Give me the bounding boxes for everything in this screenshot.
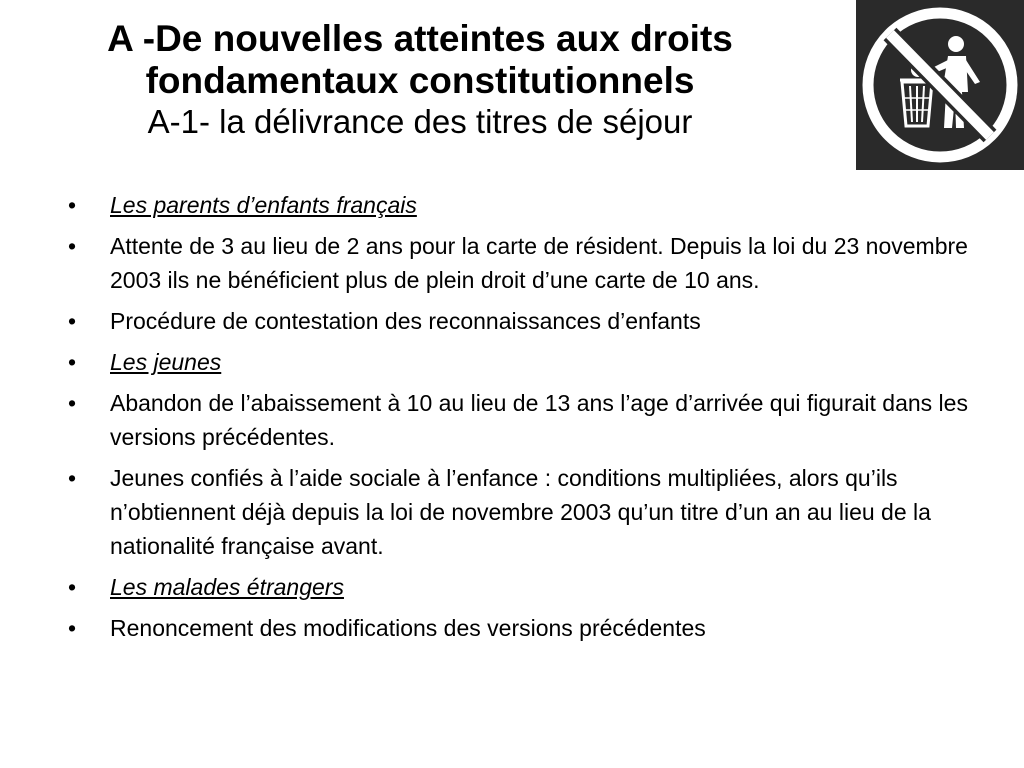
- no-littering-icon: [856, 0, 1024, 170]
- bullet-item: [68, 345, 988, 379]
- bullet-text: Abandon de l’abaissement à 10 au lieu de 13 ans l’age d’arrivée qui figurait dans les versions précédentes.: [110, 390, 968, 450]
- bullet-text: Jeunes confiés à l’aide sociale à l’enfance : conditions multipliées, alors qu’ils n’obtiennent déjà depuis la loi de novembre 2003 qu’un titre d’un an au lieu de la nationalité française avant.: [110, 465, 931, 559]
- bullet-heading: Les parents d’enfants français: [110, 192, 417, 218]
- slide-subtitle: A-1- la délivrance des titres de séjour: [147, 103, 693, 140]
- bullet-item: [68, 611, 988, 645]
- bullet-text: Attente de 3 au lieu de 2 ans pour la carte de résident. Depuis la loi du 23 novembre 2003 ils ne bénéficient plus de plein droit d’une carte de 10 ans.: [110, 233, 968, 293]
- bullet-item: [68, 188, 988, 222]
- bullet-item: [68, 304, 988, 338]
- bullet-dot: •: [68, 308, 77, 334]
- bullet-list: [68, 188, 988, 652]
- bullet-text: Procédure de contestation des reconnaissances d’enfants: [110, 308, 701, 334]
- bullet-heading: Les jeunes: [110, 349, 222, 375]
- bullet-dot: •: [68, 233, 77, 259]
- title-block: [0, 18, 840, 142]
- bullet-item: [68, 229, 988, 297]
- bullet-dot: •: [68, 349, 77, 375]
- bullet-dot: •: [68, 192, 77, 218]
- bullet-text: Renoncement des modifications des versions précédentes: [110, 615, 706, 641]
- bullet-dot: •: [68, 465, 77, 491]
- bullet-dot: •: [68, 615, 77, 641]
- bullet-dot: •: [68, 574, 77, 600]
- bullet-item: [68, 570, 988, 604]
- bullet-heading: Les malades étrangers: [110, 574, 344, 600]
- slide-title-line-2: fondamentaux constitutionnels: [145, 60, 695, 101]
- bullet-item: [68, 461, 988, 563]
- bullet-dot: •: [68, 390, 77, 416]
- bullet-item: [68, 386, 988, 454]
- slide-title-line-1: A -De nouvelles atteintes aux droits: [107, 18, 733, 59]
